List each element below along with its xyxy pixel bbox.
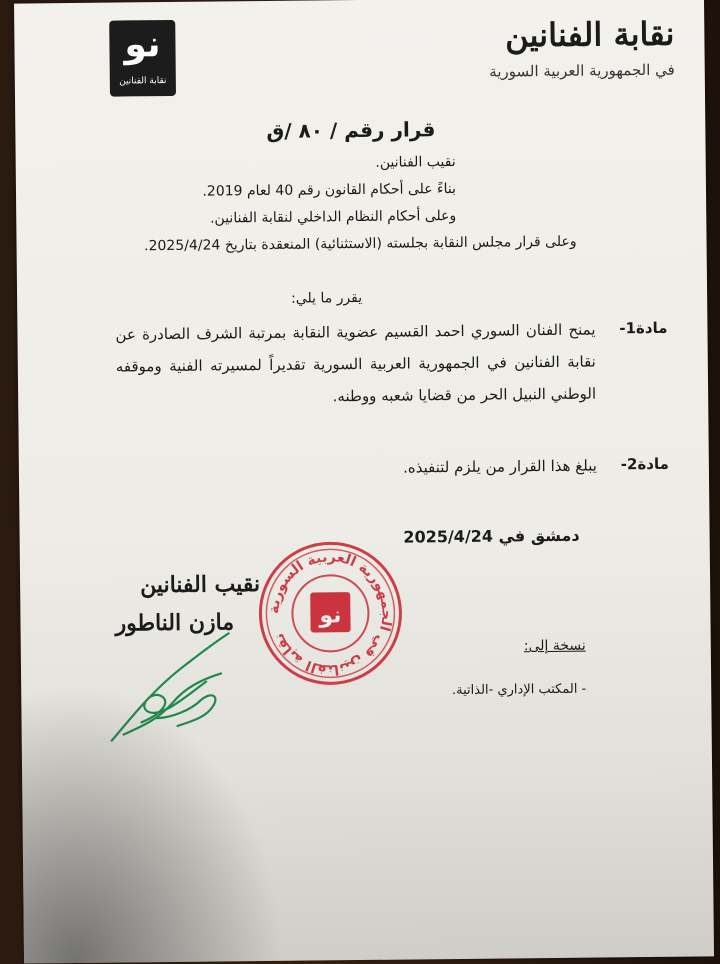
handwritten-signature	[101, 621, 242, 752]
document-page	[14, 0, 714, 964]
signer-title: نقيب الفنانين	[139, 571, 261, 599]
org-subtitle: في الجمهورية العربية السورية	[489, 60, 675, 81]
decision-title: قرار رقم / ٨٠ /ق	[266, 117, 436, 143]
official-stamp	[255, 538, 407, 690]
article-label: مادة2-	[620, 454, 669, 474]
union-logo	[109, 20, 176, 97]
article-text: يمنح الفنان السوري احمد القسيم عضوية النقابة بمرتبة الشرف الصادرة عن نقابة الفنانين في الجمهورية العربية السورية تقديراً لمسيرته الفنية وموقفه الوطني النبيل الحر من قضايا شعبه ووطنه.	[115, 320, 597, 406]
logo-mark: نو	[124, 24, 161, 66]
logo-caption: نقابة الفنانين	[119, 76, 167, 87]
copies-label: نسخة إلى:	[523, 637, 586, 655]
preamble-line: بناءً على أحكام القانون رقم 40 لعام 2019.	[202, 180, 457, 200]
copies-item: - المكتب الإداري -الذاتية.	[451, 681, 587, 699]
signer-name: مازن الناطور	[115, 609, 235, 637]
preamble-line: وعلى أحكام النظام الداخلي لنقابة الفنانين.	[209, 207, 457, 227]
article-text: يبلغ هذا القرار من يلزم لتنفيذه.	[402, 456, 597, 477]
date-line: دمشق في 2025/4/24	[403, 525, 580, 547]
preamble-line: وعلى قرار مجلس النقابة بجلسته (الاستثنائية) المنعقدة بتاريخ 2025/4/24.	[144, 233, 577, 255]
stamp-center-mark: نو	[319, 603, 342, 629]
org-name: نقابة الفنانين	[504, 14, 675, 55]
resolves-heading: يقرر ما يلي:	[290, 289, 363, 307]
preamble-line: نقيب الفنانين.	[375, 153, 456, 171]
stamp-ring-text: نقابة الفنانين في الجمهورية العربية السورية	[266, 549, 395, 678]
article-label: مادة1-	[619, 318, 668, 338]
